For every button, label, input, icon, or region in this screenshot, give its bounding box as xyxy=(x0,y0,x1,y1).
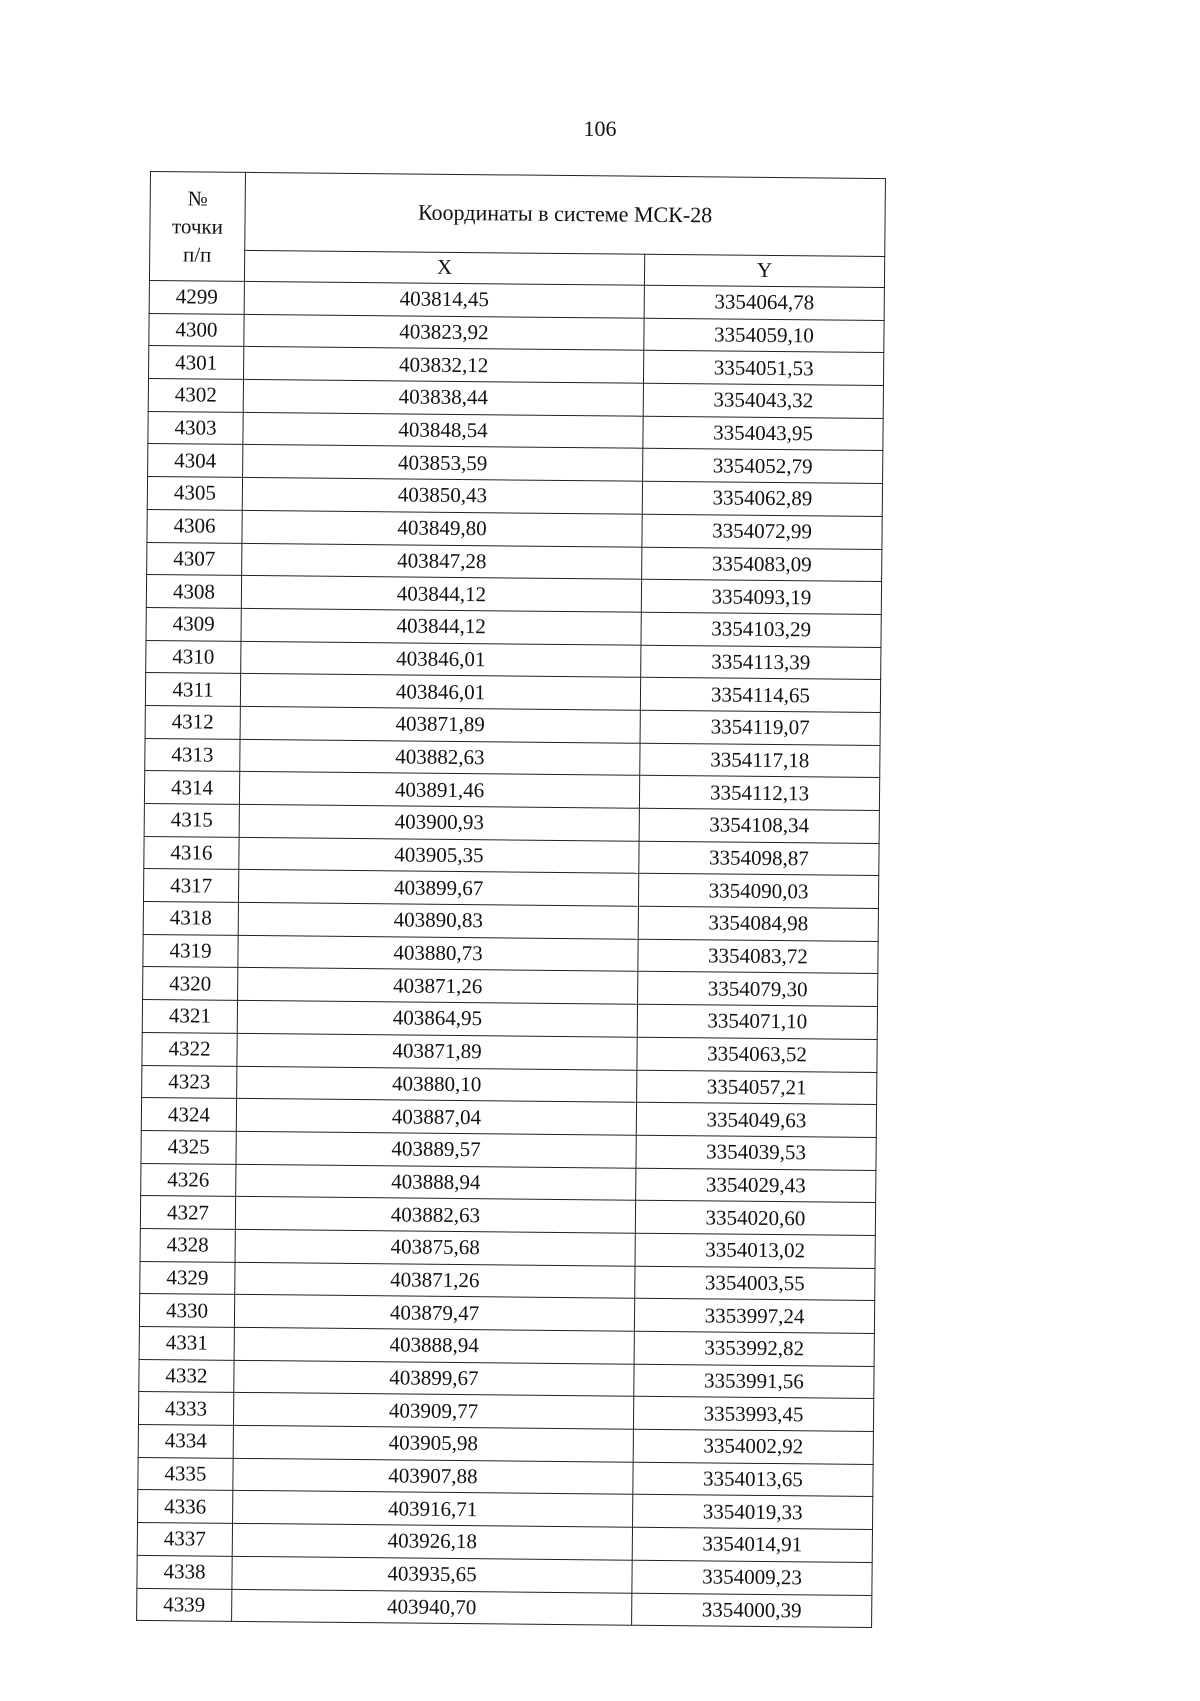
table-body xyxy=(137,280,885,1627)
y-coordinate-cell: 3354063,52 xyxy=(637,1037,877,1072)
y-coordinate-cell: 3354019,33 xyxy=(633,1495,873,1530)
x-coordinate-cell: 403838,44 xyxy=(243,379,643,416)
x-coordinate-cell: 403907,88 xyxy=(233,1458,633,1495)
x-coordinate-cell: 403905,35 xyxy=(239,837,639,874)
point-number-cell: 4338 xyxy=(137,1555,232,1589)
point-number-cell: 4330 xyxy=(139,1294,234,1328)
x-coordinate-cell: 403814,45 xyxy=(244,281,644,318)
y-coordinate-cell: 3354112,13 xyxy=(639,776,879,811)
point-number-header-line3: п/п xyxy=(182,242,212,267)
point-number-cell: 4334 xyxy=(138,1425,233,1459)
y-coordinate-cell: 3354098,87 xyxy=(639,841,879,876)
y-coordinate-cell: 3354090,03 xyxy=(638,874,878,909)
x-coordinate-cell: 403848,54 xyxy=(243,412,643,449)
point-number-cell: 4304 xyxy=(148,444,243,478)
y-coordinate-cell: 3353993,45 xyxy=(633,1397,873,1432)
x-coordinate-cell: 403846,01 xyxy=(241,641,641,678)
point-number-cell: 4326 xyxy=(141,1163,236,1197)
x-coordinate-cell: 403916,71 xyxy=(233,1491,633,1528)
x-column-header: X xyxy=(244,250,644,285)
y-column-header: Y xyxy=(644,254,884,288)
point-number-cell: 4324 xyxy=(141,1098,236,1132)
y-coordinate-cell: 3354117,18 xyxy=(640,743,880,778)
x-coordinate-cell: 403875,68 xyxy=(235,1229,635,1266)
point-number-cell: 4319 xyxy=(143,934,238,968)
point-number-cell: 4335 xyxy=(138,1457,233,1491)
point-number-cell: 4314 xyxy=(144,771,239,805)
y-coordinate-cell: 3353997,24 xyxy=(634,1299,874,1334)
x-coordinate-cell: 403871,26 xyxy=(238,968,638,1005)
x-coordinate-cell: 403887,04 xyxy=(236,1099,636,1136)
point-number-header xyxy=(149,172,245,282)
y-coordinate-cell: 3354059,10 xyxy=(644,318,884,353)
y-coordinate-cell: 3354049,63 xyxy=(636,1102,876,1137)
y-coordinate-cell: 3353992,82 xyxy=(634,1331,874,1366)
point-number-cell: 4310 xyxy=(146,640,241,674)
x-coordinate-cell: 403905,98 xyxy=(233,1425,633,1462)
table-header xyxy=(149,172,885,288)
coordinates-table xyxy=(136,171,886,1628)
x-coordinate-cell: 403844,12 xyxy=(241,576,641,613)
y-coordinate-cell: 3353991,56 xyxy=(634,1364,874,1399)
point-number-cell: 4318 xyxy=(143,902,238,936)
y-coordinate-cell: 3354057,21 xyxy=(637,1070,877,1105)
y-coordinate-cell: 3354062,89 xyxy=(642,481,882,516)
point-number-cell: 4306 xyxy=(147,509,242,543)
y-coordinate-cell: 3354084,98 xyxy=(638,906,878,941)
x-coordinate-cell: 403864,95 xyxy=(237,1001,637,1038)
point-number-cell: 4309 xyxy=(146,607,241,641)
point-number-header-line1: № xyxy=(187,186,208,211)
x-coordinate-cell: 403871,89 xyxy=(237,1033,637,1070)
point-number-cell: 4303 xyxy=(148,411,243,445)
x-coordinate-cell: 403823,92 xyxy=(244,314,644,351)
x-coordinate-cell: 403899,67 xyxy=(234,1360,634,1397)
coordinates-table-container xyxy=(136,171,885,1628)
point-number-cell: 4313 xyxy=(145,738,240,772)
point-number-cell: 4302 xyxy=(148,379,243,413)
y-coordinate-cell: 3354119,07 xyxy=(640,710,880,745)
x-coordinate-cell: 403850,43 xyxy=(242,478,642,515)
x-coordinate-cell: 403900,93 xyxy=(239,804,639,841)
point-number-cell: 4329 xyxy=(140,1261,235,1295)
y-coordinate-cell: 3354051,53 xyxy=(643,351,883,386)
y-coordinate-cell: 3354114,65 xyxy=(640,677,880,712)
y-coordinate-cell: 3354103,29 xyxy=(641,612,881,647)
y-coordinate-cell: 3354071,10 xyxy=(637,1004,877,1039)
y-coordinate-cell: 3354079,30 xyxy=(638,972,878,1007)
y-coordinate-cell: 3354020,60 xyxy=(635,1200,875,1235)
y-coordinate-cell: 3354013,02 xyxy=(635,1233,875,1268)
y-coordinate-cell: 3354003,55 xyxy=(635,1266,875,1301)
y-coordinate-cell: 3354014,91 xyxy=(632,1527,872,1562)
x-coordinate-cell: 403871,26 xyxy=(235,1262,635,1299)
y-coordinate-cell: 3354113,39 xyxy=(641,645,881,680)
y-coordinate-cell: 3354064,78 xyxy=(644,285,884,320)
y-coordinate-cell: 3354072,99 xyxy=(642,514,882,549)
x-coordinate-cell: 403889,57 xyxy=(236,1131,636,1168)
x-coordinate-cell: 403899,67 xyxy=(238,870,638,907)
y-coordinate-cell: 3354108,34 xyxy=(639,808,879,843)
point-number-cell: 4315 xyxy=(144,803,239,837)
point-number-cell: 4331 xyxy=(139,1326,234,1360)
point-number-cell: 4337 xyxy=(137,1523,232,1557)
page-number: 106 xyxy=(583,116,617,141)
x-coordinate-cell: 403846,01 xyxy=(240,674,640,711)
x-coordinate-cell: 403935,65 xyxy=(232,1556,632,1593)
point-number-cell: 4333 xyxy=(138,1392,233,1426)
y-coordinate-cell: 3354000,39 xyxy=(632,1593,872,1628)
x-coordinate-cell: 403888,94 xyxy=(236,1164,636,1201)
point-number-cell: 4328 xyxy=(140,1228,235,1262)
y-coordinate-cell: 3354052,79 xyxy=(643,449,883,484)
point-number-cell: 4339 xyxy=(137,1588,232,1622)
y-coordinate-cell: 3354029,43 xyxy=(636,1168,876,1203)
x-coordinate-cell: 403880,73 xyxy=(238,935,638,972)
x-coordinate-cell: 403940,70 xyxy=(232,1589,632,1626)
point-number-cell: 4305 xyxy=(147,477,242,511)
x-coordinate-cell: 403882,63 xyxy=(235,1197,635,1234)
y-coordinate-cell: 3354043,95 xyxy=(643,416,883,451)
point-number-header-line2: точки xyxy=(171,214,224,239)
y-coordinate-cell: 3354009,23 xyxy=(632,1560,872,1595)
point-number-cell: 4299 xyxy=(149,280,244,314)
point-number-cell: 4321 xyxy=(142,1000,237,1034)
point-number-cell: 4336 xyxy=(138,1490,233,1524)
coordinates-header: Координаты в системе МСК-28 xyxy=(245,172,886,256)
y-coordinate-cell: 3354043,32 xyxy=(643,383,883,418)
x-coordinate-cell: 403891,46 xyxy=(239,772,639,809)
y-coordinate-cell: 3354093,19 xyxy=(641,579,881,614)
point-number-cell: 4301 xyxy=(149,346,244,380)
x-coordinate-cell: 403909,77 xyxy=(233,1393,633,1430)
y-coordinate-cell: 3354083,09 xyxy=(642,547,882,582)
x-coordinate-cell: 403890,83 xyxy=(238,902,638,939)
point-number-cell: 4317 xyxy=(143,869,238,903)
y-coordinate-cell: 3354002,92 xyxy=(633,1429,873,1464)
y-coordinate-cell: 3354039,53 xyxy=(636,1135,876,1170)
x-coordinate-cell: 403871,89 xyxy=(240,706,640,743)
x-coordinate-cell: 403879,47 xyxy=(234,1295,634,1332)
point-number-cell: 4311 xyxy=(145,673,240,707)
point-number-cell: 4323 xyxy=(142,1065,237,1099)
point-number-cell: 4327 xyxy=(140,1196,235,1230)
x-coordinate-cell: 403926,18 xyxy=(232,1523,632,1560)
point-number-cell: 4316 xyxy=(144,836,239,870)
x-coordinate-cell: 403847,28 xyxy=(242,543,642,580)
table-row xyxy=(137,1588,872,1628)
x-coordinate-cell: 403882,63 xyxy=(240,739,640,776)
x-coordinate-cell: 403888,94 xyxy=(234,1327,634,1364)
point-number-cell: 4332 xyxy=(139,1359,234,1393)
point-number-cell: 4300 xyxy=(149,313,244,347)
x-coordinate-cell: 403853,59 xyxy=(243,445,643,482)
x-coordinate-cell: 403849,80 xyxy=(242,510,642,547)
point-number-cell: 4320 xyxy=(143,967,238,1001)
point-number-cell: 4308 xyxy=(146,575,241,609)
x-coordinate-cell: 403844,12 xyxy=(241,608,641,645)
point-number-cell: 4325 xyxy=(141,1130,236,1164)
point-number-cell: 4322 xyxy=(142,1032,237,1066)
point-number-cell: 4307 xyxy=(147,542,242,576)
x-coordinate-cell: 403832,12 xyxy=(244,347,644,384)
y-coordinate-cell: 3354013,65 xyxy=(633,1462,873,1497)
y-coordinate-cell: 3354083,72 xyxy=(638,939,878,974)
point-number-cell: 4312 xyxy=(145,705,240,739)
x-coordinate-cell: 403880,10 xyxy=(237,1066,637,1103)
